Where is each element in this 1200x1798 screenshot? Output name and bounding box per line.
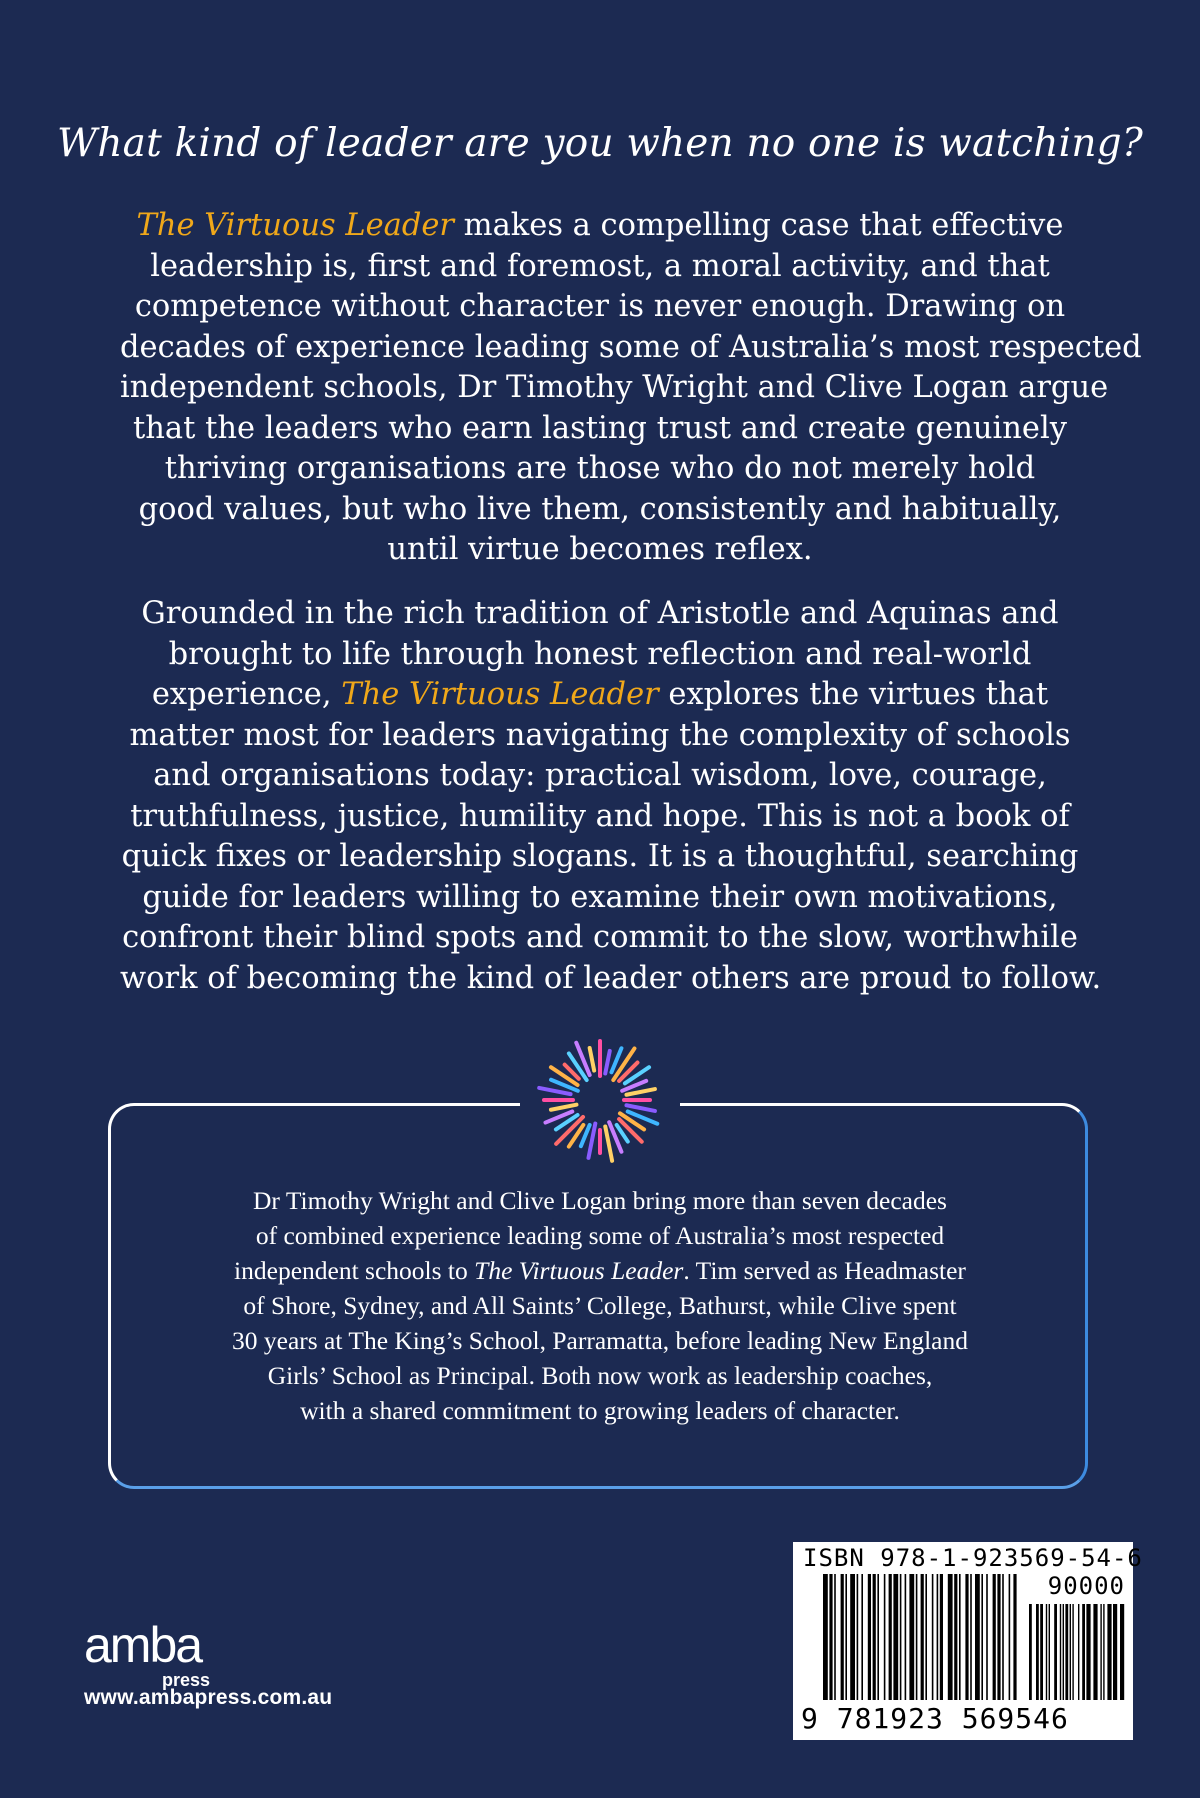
blurb-line: and organisations today: practical wisdom, love, courage, [153, 758, 1047, 793]
bio-line: Girls’ School as Principal. Both now work as leadership coaches, [267, 1361, 933, 1390]
burst-ray [551, 1105, 577, 1110]
bio-line: Dr Timothy Wright and Clive Logan bring more than seven decades [253, 1186, 947, 1215]
price-code: 90000 [1047, 1572, 1125, 1600]
blurb-line: decades of experience leading some of Australia’s most respected [120, 329, 1142, 365]
burst-ray [626, 1089, 654, 1095]
blurb-line: truthfulness, justice, humility and hope. This is not a book of [130, 798, 1070, 834]
author-bio [130, 1183, 1070, 1428]
tagline: What kind of leader are you when no one is watching? [57, 121, 1143, 166]
burst-ray [605, 1051, 609, 1074]
blurb-line: independent schools, Dr Timothy Wright and Clive Logan argue [120, 370, 1109, 405]
ean-number: 9 781923 569546 [801, 1702, 1069, 1735]
book-title: The Virtuous Leader [474, 1256, 684, 1285]
bio-line: independent schools to The Virtuous Leader. Tim served as Headmaster [234, 1256, 966, 1285]
blurb-line: quick fixes or leadership slogans. It is a thoughtful, searching [121, 839, 1079, 874]
barcode [793, 1542, 1143, 1740]
blurb-line: good values, but who live them, consistently and habitually, [138, 491, 1062, 527]
burst-ray [539, 1088, 570, 1094]
isbn-label: ISBN 978-1-923569-54-6 [803, 1544, 1143, 1572]
blurb-line: Grounded in the rich tradition of Aristotle and Aquinas and [141, 596, 1059, 631]
blurb-line: experience, The Virtuous Leader explores the virtues that [151, 677, 1049, 712]
blurb-line: leadership is, first and foremost, a moral activity, and that [150, 248, 1050, 284]
publisher-url[interactable]: www.ambapress.com.au [84, 1686, 333, 1709]
book-title: The Virtuous Leader [136, 208, 454, 243]
blurb-line: until virtue becomes reflex. [387, 532, 813, 567]
blurb-line: confront their blind spots and commit to the slow, worthwhile [122, 920, 1078, 955]
book-title: The Virtuous Leader [341, 677, 659, 712]
bio-line: 30 years at The King’s School, Parramatta, before leading New England [232, 1326, 968, 1355]
burst-ray [590, 1048, 594, 1071]
bio-line: with a shared commitment to growing leaders of character. [300, 1396, 900, 1425]
blurb-paragraph-1 [120, 206, 1142, 571]
bio-line: of Shore, Sydney, and All Saints’ College, Bathurst, while Clive spent [243, 1291, 957, 1320]
blurb-line: guide for leaders willing to examine their own motivations, [142, 879, 1058, 915]
blurb-line: The Virtuous Leader makes a compelling case that effective [136, 208, 1064, 243]
blurb-line: that the leaders who earn lasting trust and create genuinely [133, 410, 1067, 446]
blurb-line: brought to life through honest reflection and real-world [168, 636, 1032, 672]
logo-word: amba [84, 1617, 202, 1673]
blurb-line: thriving organisations are those who do not merely hold [164, 451, 1036, 486]
blurb-line: competence without character is never enough. Drawing on [134, 289, 1066, 324]
logo-sub: press [162, 1670, 211, 1690]
blurb-line: work of becoming the kind of leader others are proud to follow. [120, 960, 1102, 996]
blurb-line: matter most for leaders navigating the complexity of schools [129, 717, 1071, 753]
bio-line: of combined experience leading some of Australia’s most respected [255, 1221, 945, 1250]
starburst-icon [530, 1030, 670, 1170]
burst-ray [626, 1105, 654, 1111]
blurb-paragraph-2 [120, 594, 1102, 999]
